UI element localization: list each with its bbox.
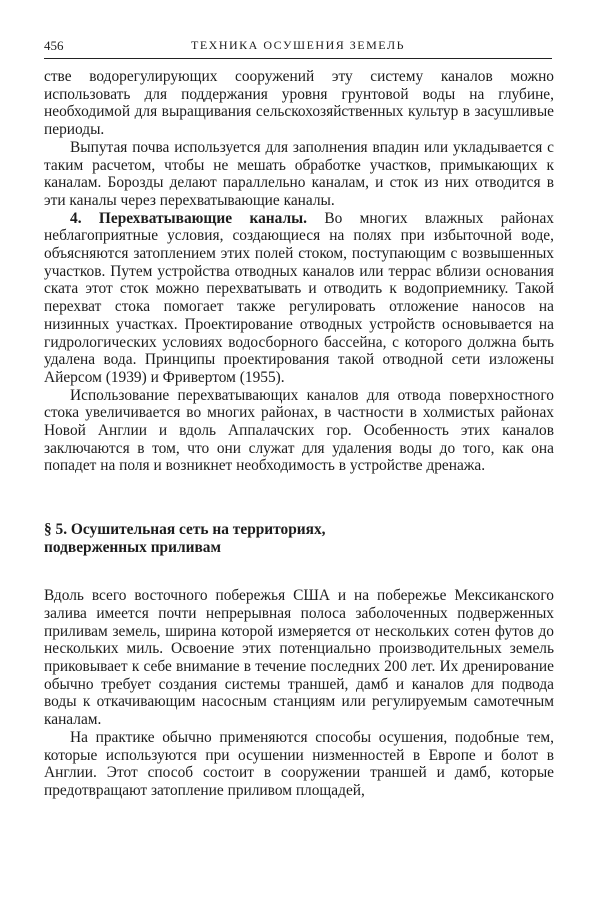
paragraph: Вдоль всего восточного побережья США и на побережье Мексиканского залива имеется почти непрерывная полоса заболоченных подверженных приливам земель, ширина которой измеряется от нескольких сотен футов до нескольких миль. Освоение этих потенциально производительных земель приковывает к себе внимание в течение последних 200 лет. Их дренирование обычно требует создания системы траншей, дамб и каналов для подвода воды к откачивающим насосным станциям или регулируемым самотечным каналам. bbox=[44, 587, 554, 729]
paragraph-text: Во многих влажных районах неблагоприятные условия, создающиеся на полях при избыточной воде, объясняются затоплением этих полей стоком, поступающим с возвышенных участков. Путем устройства отводных каналов или террас вблизи основания ската этот сток можно перехватывать и отводить к водоприемнику. Такой перехват стока помогает также регулировать отложение наносов на низинных участках. Проектирование отводных устройств основывается на гидрологических условиях водосборного бассейна, с которого должна быть удалена вода. Принципы проектирования такой отводной сети изложены Айерсом (1939) и Фривертом (1955). bbox=[44, 209, 554, 386]
running-head-title: ТЕХНИКА ОСУШЕНИЯ ЗЕМЕЛЬ bbox=[191, 38, 405, 52]
paragraph: На практике обычно применяются способы осушения, подобные тем, которые используются при осушении низменностей в Европе и болот в Англии. Этот способ состоит в сооружении траншей и дамб, которые предотвращают затопление приливом площадей, bbox=[44, 728, 554, 799]
body-text bbox=[44, 68, 554, 800]
paragraph: Использование перехватывающих каналов для отвода поверхностного стока увеличивается во многих районах, в частности в холмистых районах Новой Англии и вдоль Аппалачских гор. Особенность этих каналов заключаются в том, что они служат для удаления воды до того, как она попадет на поля и возникнет необходимость в устройстве дренажа. bbox=[44, 386, 554, 475]
paragraph-intercept-channels bbox=[44, 210, 554, 387]
section-heading bbox=[44, 521, 554, 557]
section-heading-line-1: § 5. Осушительная сеть на территориях, bbox=[44, 521, 326, 539]
paragraph-continued: стве водорегулирующих сооружений эту систему каналов можно использовать для поддержания уровня грунтовой воды на глубине, необходимой для выращивания сельскохозяйственных культур в засушливые периоды. bbox=[44, 68, 554, 139]
section-heading-line-2: подверженных приливам bbox=[44, 539, 221, 557]
runin-heading: 4. Перехватывающие каналы. bbox=[70, 209, 307, 227]
page-number: 456 bbox=[44, 38, 64, 53]
paragraph: Выпутая почва используется для заполнения впадин или укладывается с таким расчетом, чтобы не мешать обработке участков, примыкающих к каналам. Борозды делают параллельно каналам, и сток из них отводится в эти каналы через перехватывающие каналы. bbox=[44, 138, 554, 209]
header-rule bbox=[44, 58, 552, 59]
